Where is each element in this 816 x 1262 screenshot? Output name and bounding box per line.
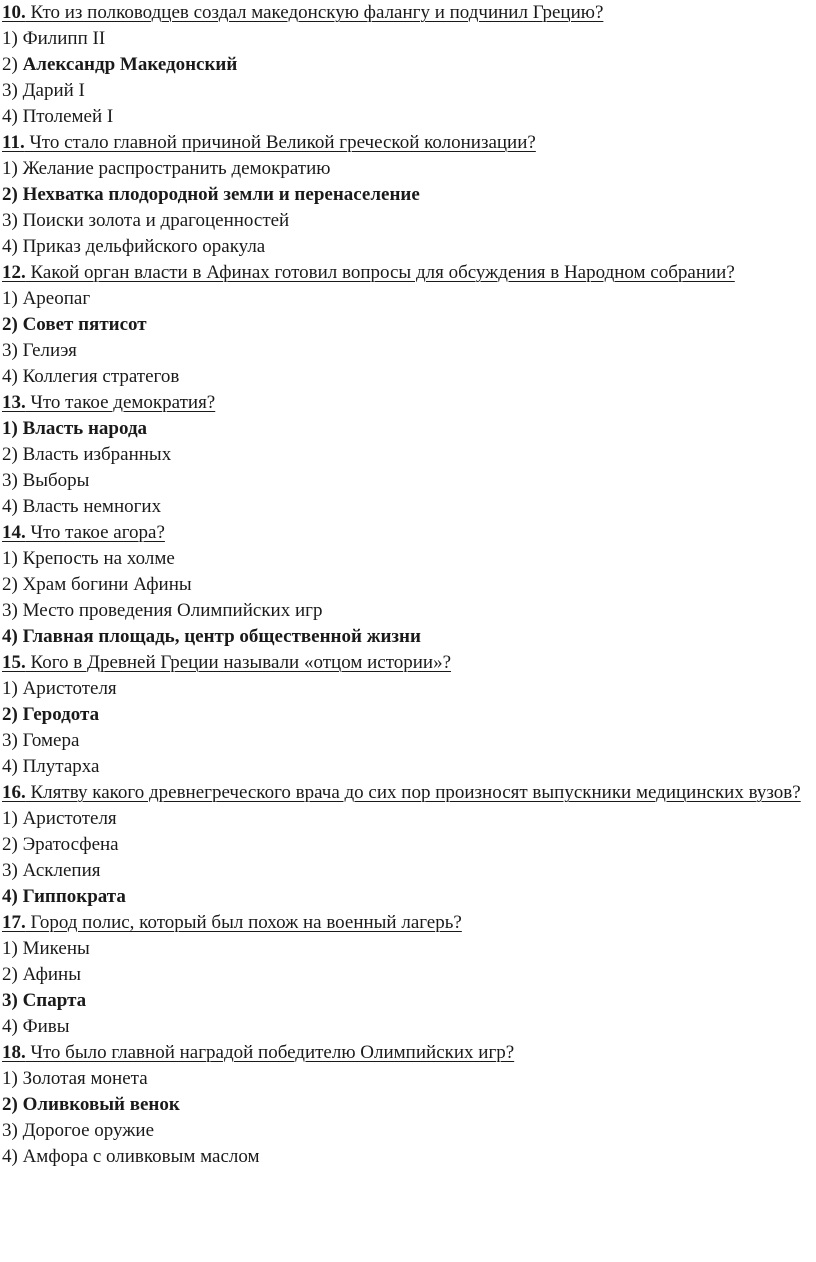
question-text — [2, 0, 816, 26]
option-number: 1) — [2, 808, 23, 829]
option-label: Спарта — [22, 990, 87, 1011]
option-number: 4) — [2, 366, 23, 387]
option-label: Нехватка плодородной земли и перенаселение — [22, 184, 420, 205]
question-text — [2, 390, 816, 416]
question-label: Город полис, который был похож на военный лагерь? — [25, 912, 462, 933]
option-number: 4) — [2, 1146, 23, 1167]
option-label: Дорогое оружие — [22, 1120, 155, 1141]
question-block — [2, 520, 816, 650]
option-number: 1) — [2, 548, 23, 569]
option-number: 3) — [2, 600, 23, 621]
question-label: Что стало главной причиной Великой греческой колонизации? — [24, 132, 536, 153]
option-label: Микены — [22, 938, 90, 959]
question-block — [2, 390, 816, 520]
question-text — [2, 520, 816, 546]
answer-option-correct — [2, 884, 816, 910]
option-label: Золотая монета — [22, 1068, 148, 1089]
question-number: 14. — [2, 522, 26, 543]
option-number: 3) — [2, 340, 23, 361]
answer-option-correct — [2, 312, 816, 338]
question-block — [2, 260, 816, 390]
answer-option — [2, 26, 816, 52]
answer-option — [2, 676, 816, 702]
answer-option — [2, 1066, 816, 1092]
option-label: Филипп II — [22, 28, 106, 49]
question-label: Что было главной наградой победителю Олимпийских игр? — [25, 1042, 515, 1063]
option-label: Амфора с оливковым маслом — [22, 1146, 260, 1167]
answer-option — [2, 364, 816, 390]
option-label: Асклепия — [22, 860, 101, 881]
option-label: Выборы — [22, 470, 90, 491]
option-number: 1) — [2, 28, 23, 49]
question-block — [2, 780, 816, 910]
answer-option-correct — [2, 52, 816, 78]
question-block — [2, 130, 816, 260]
question-text — [2, 1040, 816, 1066]
question-label: Кто из полководцев создал македонскую фалангу и подчинил Грецию? — [25, 2, 604, 23]
option-number: 2) — [2, 184, 23, 205]
question-number: 17. — [2, 912, 26, 933]
answer-option — [2, 598, 816, 624]
option-number: 3) — [2, 730, 23, 751]
option-number: 2) — [2, 834, 23, 855]
option-label: Коллегия стратегов — [22, 366, 180, 387]
option-number: 2) — [2, 314, 23, 335]
question-label: Что такое демократия? — [25, 392, 216, 413]
option-number: 3) — [2, 990, 23, 1011]
question-text — [2, 780, 816, 806]
answer-option — [2, 1014, 816, 1040]
option-label: Фивы — [22, 1016, 70, 1037]
option-label: Гиппократа — [22, 886, 126, 907]
option-number: 1) — [2, 418, 23, 439]
answer-option — [2, 832, 816, 858]
option-number: 1) — [2, 938, 23, 959]
question-number: 15. — [2, 652, 26, 673]
option-label: Плутарха — [22, 756, 100, 777]
answer-option — [2, 468, 816, 494]
question-label: Какой орган власти в Афинах готовил вопросы для обсуждения в Народном собрании? — [25, 262, 735, 283]
option-label: Дарий I — [22, 80, 85, 101]
question-block — [2, 1040, 816, 1170]
answer-option — [2, 104, 816, 130]
question-block — [2, 910, 816, 1040]
question-text — [2, 130, 816, 156]
answer-option — [2, 442, 816, 468]
option-label: Власть избранных — [22, 444, 172, 465]
option-label: Главная площадь, центр общественной жизни — [22, 626, 421, 647]
answer-option — [2, 546, 816, 572]
question-text — [2, 260, 816, 286]
question-text — [2, 910, 816, 936]
question-number: 16. — [2, 782, 26, 803]
option-label: Поиски золота и драгоценностей — [22, 210, 290, 231]
option-label: Крепость на холме — [22, 548, 175, 569]
option-label: Желание распространить демократию — [22, 158, 331, 179]
option-label: Приказ дельфийского оракула — [22, 236, 266, 257]
answer-option — [2, 572, 816, 598]
option-label: Александр Македонский — [22, 54, 238, 75]
answer-option-correct — [2, 702, 816, 728]
option-number: 2) — [2, 444, 23, 465]
option-number: 4) — [2, 886, 23, 907]
option-label: Птолемей I — [22, 106, 114, 127]
option-number: 4) — [2, 106, 23, 127]
question-number: 10. — [2, 2, 26, 23]
option-number: 4) — [2, 496, 23, 517]
option-label: Аристотеля — [22, 678, 117, 699]
option-label: Гомера — [22, 730, 80, 751]
answer-option — [2, 962, 816, 988]
option-number: 4) — [2, 756, 23, 777]
option-number: 4) — [2, 236, 23, 257]
answer-option — [2, 286, 816, 312]
option-number: 3) — [2, 1120, 23, 1141]
question-number: 12. — [2, 262, 26, 283]
option-number: 3) — [2, 80, 23, 101]
option-number: 1) — [2, 1068, 23, 1089]
option-label: Эратосфена — [22, 834, 119, 855]
answer-option-correct — [2, 1092, 816, 1118]
question-number: 11. — [2, 132, 25, 153]
option-number: 2) — [2, 574, 23, 595]
option-number: 1) — [2, 158, 23, 179]
option-label: Совет пятисот — [22, 314, 147, 335]
answer-option — [2, 754, 816, 780]
answer-option — [2, 806, 816, 832]
option-number: 2) — [2, 1094, 23, 1115]
question-block — [2, 650, 816, 780]
option-label: Геродота — [22, 704, 100, 725]
option-number: 2) — [2, 704, 23, 725]
answer-option-correct — [2, 988, 816, 1014]
answer-option — [2, 208, 816, 234]
answer-option — [2, 936, 816, 962]
question-label: Кого в Древней Греции называли «отцом истории»? — [25, 652, 452, 673]
question-number: 13. — [2, 392, 26, 413]
answer-option — [2, 1118, 816, 1144]
answer-option — [2, 1144, 816, 1170]
option-number: 1) — [2, 678, 23, 699]
answer-option — [2, 858, 816, 884]
question-block — [2, 0, 816, 130]
question-number: 18. — [2, 1042, 26, 1063]
option-label: Ареопаг — [22, 288, 91, 309]
answer-option-correct — [2, 624, 816, 650]
option-number: 1) — [2, 288, 23, 309]
option-label: Власть немногих — [22, 496, 162, 517]
option-label: Аристотеля — [22, 808, 117, 829]
option-number: 3) — [2, 470, 23, 491]
option-number: 4) — [2, 1016, 23, 1037]
option-label: Место проведения Олимпийских игр — [22, 600, 323, 621]
answer-option — [2, 494, 816, 520]
answer-option — [2, 234, 816, 260]
option-label: Власть народа — [22, 418, 148, 439]
option-label: Храм богини Афины — [22, 574, 192, 595]
question-label: Клятву какого древнегреческого врача до сих пор произносят выпускники медицинских вузов? — [25, 782, 801, 803]
answer-option — [2, 338, 816, 364]
option-number: 3) — [2, 860, 23, 881]
option-number: 4) — [2, 626, 23, 647]
option-number: 2) — [2, 54, 23, 75]
option-label: Гелиэя — [22, 340, 77, 361]
answer-option — [2, 78, 816, 104]
answer-option-correct — [2, 416, 816, 442]
question-label: Что такое агора? — [25, 522, 165, 543]
answer-option-correct — [2, 182, 816, 208]
option-number: 2) — [2, 964, 23, 985]
answer-option — [2, 156, 816, 182]
question-text — [2, 650, 816, 676]
answer-option — [2, 728, 816, 754]
option-label: Афины — [22, 964, 81, 985]
option-number: 3) — [2, 210, 23, 231]
option-label: Оливковый венок — [22, 1094, 180, 1115]
